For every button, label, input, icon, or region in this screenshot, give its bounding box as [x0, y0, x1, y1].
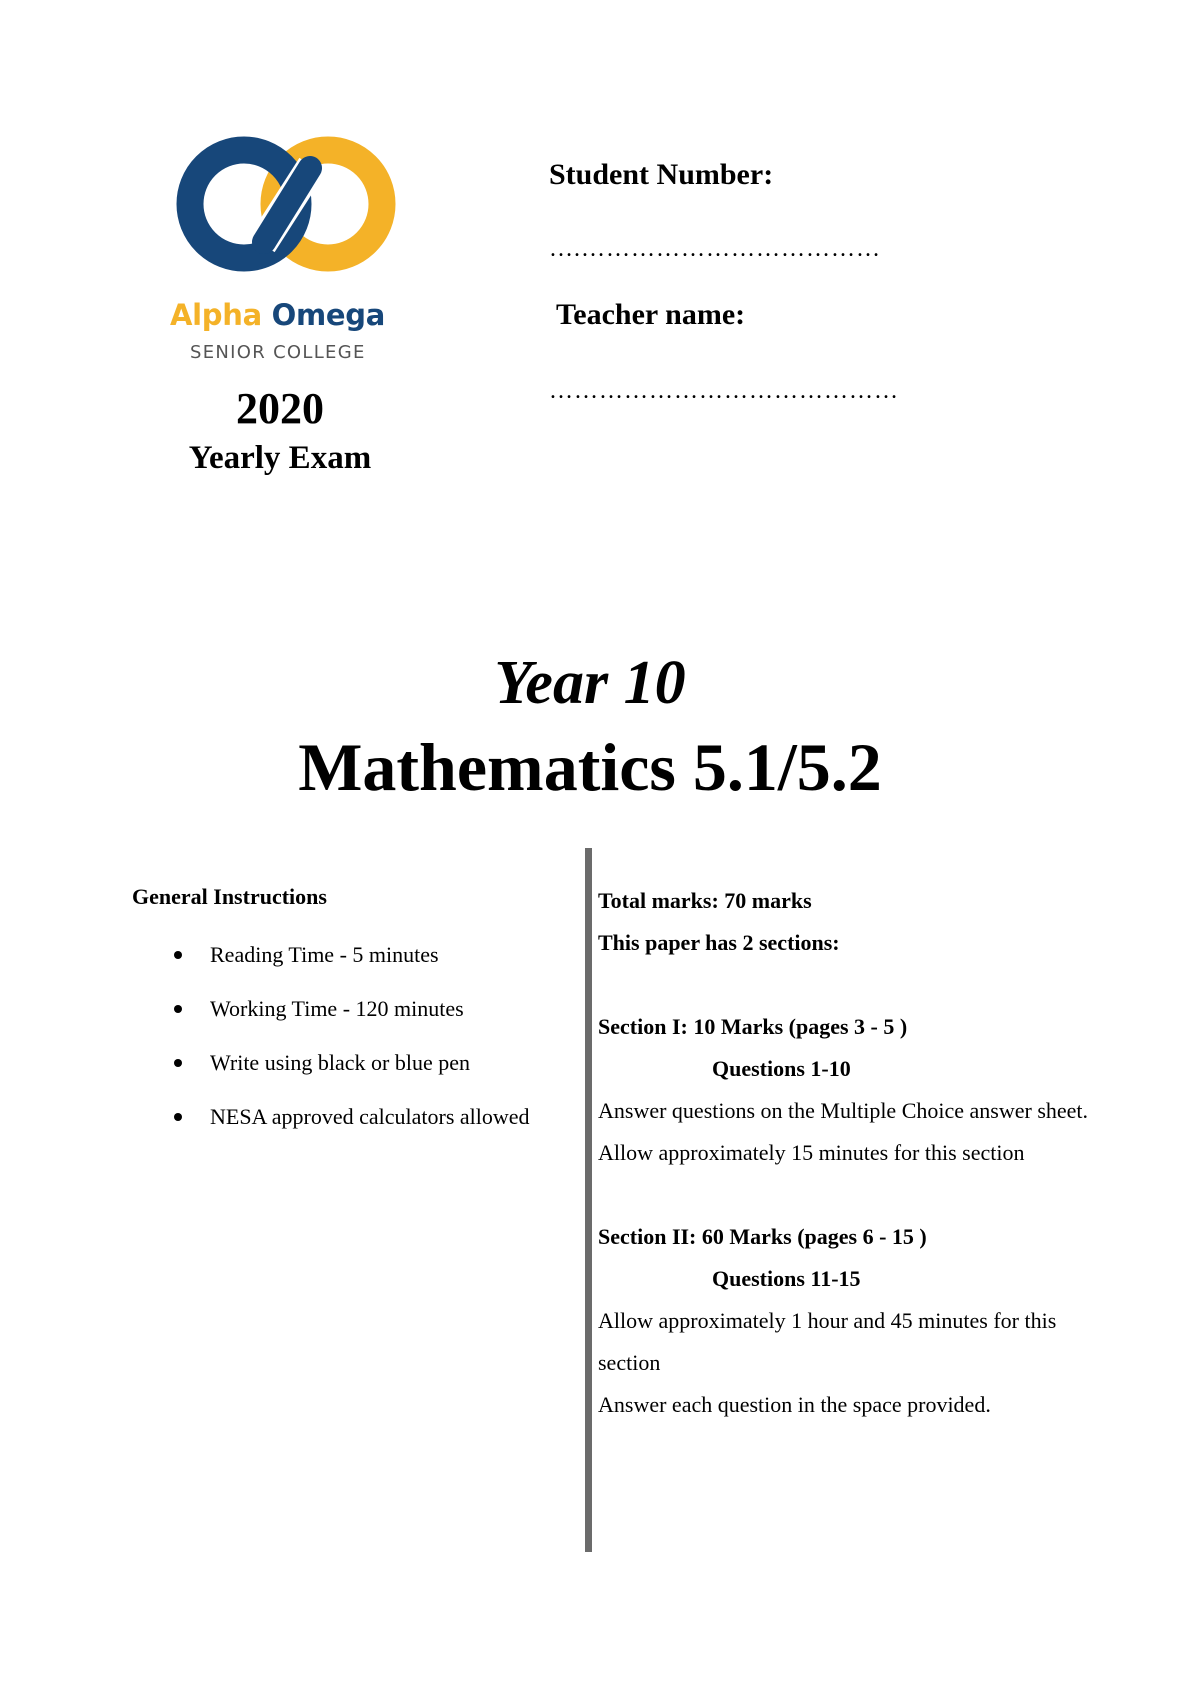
student-number-field[interactable]: ….……………………………… — [549, 236, 881, 262]
teacher-name-label: Teacher name: — [556, 298, 746, 331]
exam-year: 2020 — [236, 384, 324, 433]
section2-questions: Questions 11-15 — [712, 1266, 861, 1291]
total-marks: Total marks: 70 marks — [598, 888, 812, 913]
exam-title-year: Year 10 — [494, 649, 686, 717]
instruction-item: Working Time - 120 minutes — [170, 992, 530, 1025]
section2-instruction: Answer each question in the space provided. — [598, 1392, 991, 1417]
spacer — [598, 964, 1118, 1006]
instruction-item: Reading Time - 5 minutes — [170, 938, 530, 971]
logo-name-alpha: Alpha — [170, 298, 262, 332]
logo-emblem-icon — [170, 130, 402, 290]
school-logo — [170, 130, 410, 370]
general-instructions-heading: General Instructions — [132, 884, 327, 909]
paper-info — [598, 880, 1118, 1426]
section2-time: Allow approximately 1 hour and 45 minutes for this section — [598, 1308, 1057, 1375]
section2-heading: Section II: 60 Marks (pages 6 - 15 ) — [598, 1224, 927, 1249]
spacer — [598, 1174, 1118, 1216]
column-divider — [585, 848, 592, 1552]
section1-questions: Questions 1-10 — [712, 1056, 851, 1081]
section1-heading: Section I: 10 Marks (pages 3 - 5 ) — [598, 1014, 908, 1039]
general-instructions-list — [170, 938, 530, 1154]
instruction-item: NESA approved calculators allowed — [170, 1100, 530, 1133]
student-number-label: Student Number: — [549, 158, 774, 191]
exam-title-subject: Mathematics 5.1/5.2 — [298, 729, 882, 805]
teacher-name-field[interactable]: …………………………………… — [549, 378, 899, 404]
exam-type: Yearly Exam — [188, 440, 372, 476]
instruction-item: Write using black or blue pen — [170, 1046, 530, 1079]
section1-time: Allow approximately 15 minutes for this section — [598, 1140, 1025, 1165]
section1-instruction: Answer questions on the Multiple Choice answer sheet. — [598, 1098, 1089, 1123]
logo-name — [170, 298, 402, 332]
sections-count: This paper has 2 sections: — [598, 930, 840, 955]
logo-subtitle: SENIOR COLLEGE — [190, 342, 366, 363]
logo-name-omega: Omega — [271, 298, 386, 332]
